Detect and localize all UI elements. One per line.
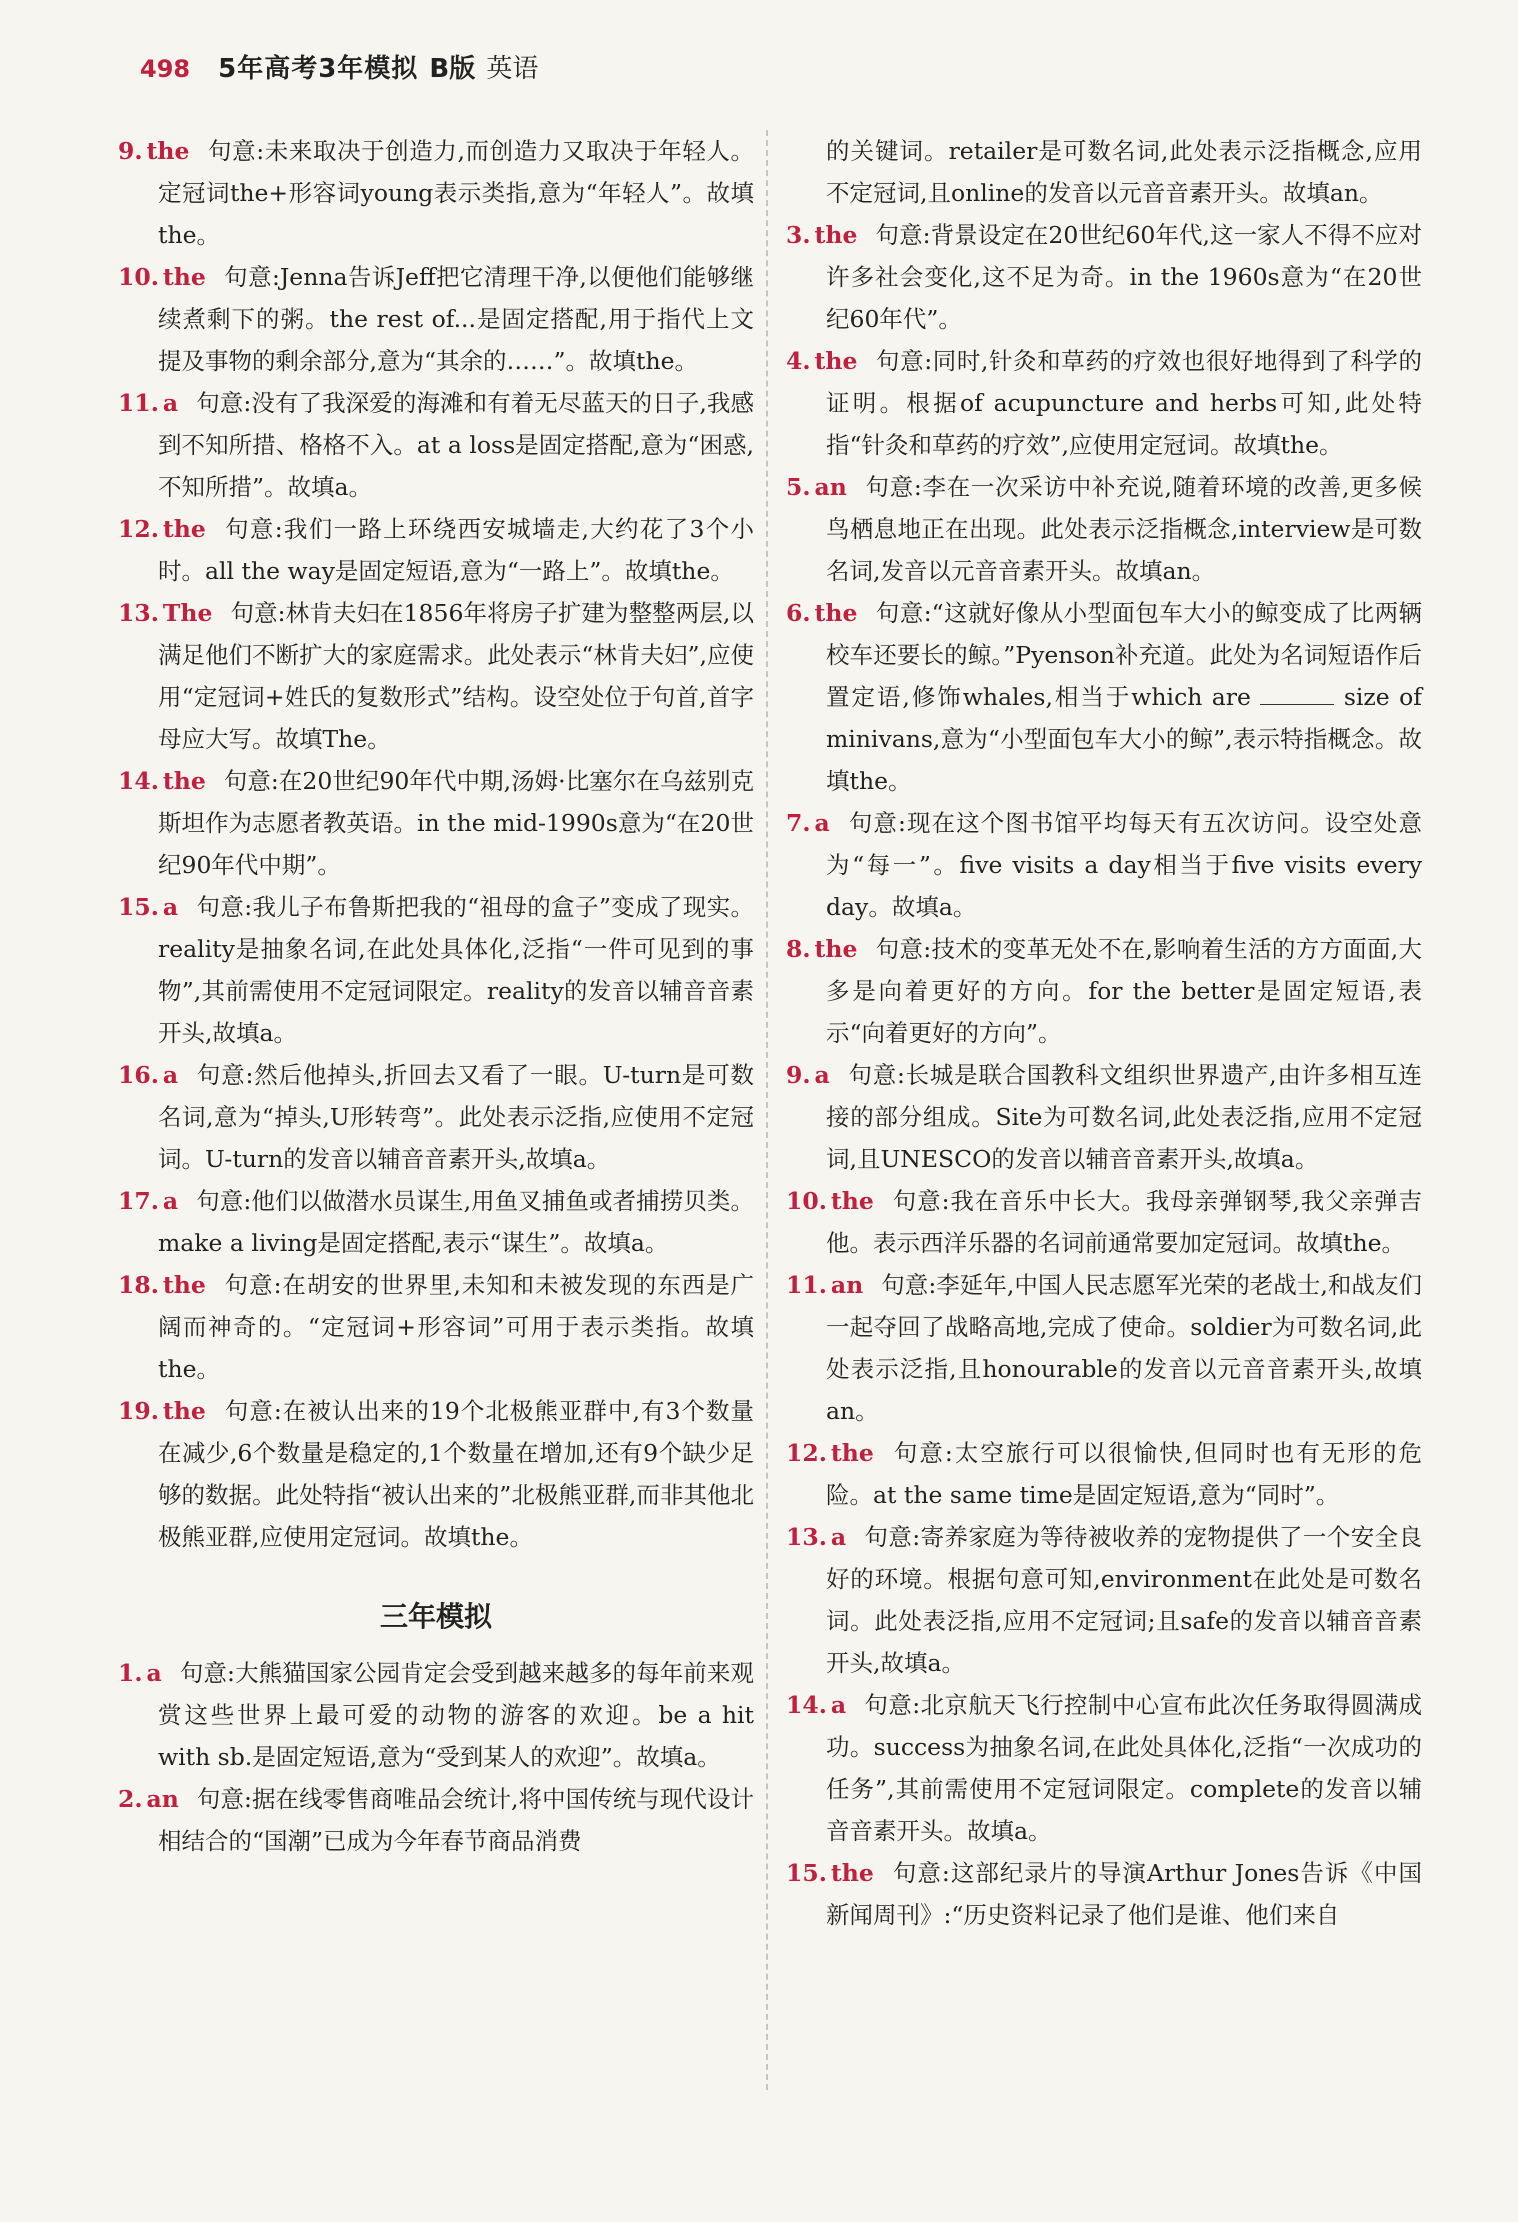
item-explanation: 句意:Jenna告诉Jeff把它清理干净,以便他们能够继续煮剩下的粥。the rest of...是固定搭配,用于指代上文提及事物的剩余部分,意为“其余的……”。故填the。 <box>158 263 754 375</box>
answer-item <box>786 1684 1422 1852</box>
item-explanation: 句意:技术的变革无处不在,影响着生活的方方面面,大多是向着更好的方向。for the better是固定短语,表示“向着更好的方向”。 <box>826 935 1422 1047</box>
item-explanation: 句意:长城是联合国教科文组织世界遗产,由许多相互连接的部分组成。Site为可数名词,此处表泛指,应用不定冠词,且UNESCO的发音以辅音音素开头,故填a。 <box>826 1061 1422 1173</box>
item-explanation: 句意:林肯夫妇在1856年将房子扩建为整整两层,以满足他们不断扩大的家庭需求。此处表示“林肯夫妇”,应使用“定冠词+姓氏的复数形式”结构。设空处位于句首,首字母应大写。故填The。 <box>158 599 754 753</box>
answer-item <box>118 1264 754 1390</box>
item-answer: The <box>162 599 213 627</box>
answer-item <box>786 1852 1422 1936</box>
answer-item <box>786 1180 1422 1264</box>
answer-item <box>118 1778 754 1862</box>
item-number: 7. <box>786 809 811 837</box>
item-answer: the <box>830 1439 874 1467</box>
answer-item <box>786 1264 1422 1432</box>
answer-item <box>118 382 754 508</box>
item-explanation: 句意:然后他掉头,折回去又看了一眼。U-turn是可数名词,意为“掉头,U形转弯”。此处表示泛指,应使用不定冠词。U-turn的发音以辅音音素开头,故填a。 <box>158 1061 754 1173</box>
item-number: 4. <box>786 347 811 375</box>
item-answer: an <box>830 1271 864 1299</box>
item-number: 10. <box>786 1187 827 1215</box>
item-explanation: 句意:现在这个图书馆平均每天有五次访问。设空处意为“每一”。five visits a day相当于five visits every day。故填a。 <box>826 809 1422 921</box>
answer-item <box>118 130 754 256</box>
column-divider <box>766 130 768 2090</box>
item-answer: a <box>162 1187 179 1215</box>
answer-item <box>118 760 754 886</box>
item-number: 3. <box>786 221 811 249</box>
item-answer: a <box>162 893 179 921</box>
item-answer: the <box>814 221 858 249</box>
item-answer: the <box>814 599 858 627</box>
answer-item <box>118 1180 754 1264</box>
item-explanation: 句意:在20世纪90年代中期,汤姆·比塞尔在乌兹别克斯坦作为志愿者教英语。in the mid-1990s意为“在20世纪90年代中期”。 <box>158 767 754 879</box>
item-explanation: 句意:太空旅行可以很愉快,但同时也有无形的危险。at the same time是固定短语,意为“同时”。 <box>826 1439 1422 1509</box>
item-explanation: 句意:李延年,中国人民志愿军光荣的老战士,和战友们一起夺回了战略高地,完成了使命。soldier为可数名词,此处表示泛指,且honourable的发音以元音音素开头,故填an。 <box>826 1271 1422 1425</box>
item-explanation: 句意:同时,针灸和草药的疗效也很好地得到了科学的证明。根据of acupuncture and herbs可知,此处特指“针灸和草药的疗效”,应使用定冠词。故填the。 <box>826 347 1422 459</box>
item-answer: the <box>162 1271 206 1299</box>
answer-item <box>118 592 754 760</box>
item-number: 9. <box>786 1061 811 1089</box>
item-number: 1. <box>118 1659 143 1687</box>
item-number: 2. <box>118 1785 143 1813</box>
item-number: 16. <box>118 1061 159 1089</box>
answer-item <box>118 886 754 1054</box>
item-explanation: 句意:大熊猫国家公园肯定会受到越来越多的每年前来观赏这些世界上最可爱的动物的游客的欢迎。be a hit with sb.是固定短语,意为“受到某人的欢迎”。故填a。 <box>158 1659 754 1771</box>
item-number: 17. <box>118 1187 159 1215</box>
item-continuation <box>786 130 1422 214</box>
item-number: 12. <box>118 515 159 543</box>
answer-item <box>118 1054 754 1180</box>
item-answer: the <box>814 935 858 963</box>
item-number: 12. <box>786 1439 827 1467</box>
item-answer: a <box>814 1061 830 1089</box>
answer-item <box>118 256 754 382</box>
book-title: 5年高考3年模拟 <box>218 54 419 84</box>
answer-item <box>786 802 1422 928</box>
item-explanation: 句意:北京航天飞行控制中心宣布此次任务取得圆满成功。success为抽象名词,在此处具体化,泛指“一次成功的任务”,其前需使用不定冠词限定。complete的发音以辅音音素开头。故填a。 <box>826 1691 1422 1845</box>
item-explanation: 句意:在被认出来的19个北极熊亚群中,有3个数量在减少,6个数量是稳定的,1个数量在增加,还有9个缺少足够的数据。此处特指“被认出来的”北极熊亚群,而非其他北极熊亚群,应使用定冠词。故填the。 <box>158 1397 754 1551</box>
answer-item <box>118 1652 754 1778</box>
item-number: 13. <box>786 1523 827 1551</box>
answer-item <box>118 508 754 592</box>
item-explanation: 句意:在胡安的世界里,未知和未被发现的东西是广阔而神奇的。“定冠词+形容词”可用于表示类指。故填the。 <box>158 1271 754 1383</box>
item-number: 8. <box>786 935 811 963</box>
item-answer: the <box>146 137 190 165</box>
item-explanation: 句意:他们以做潜水员谋生,用鱼叉捕鱼或者捕捞贝类。make a living是固定搭配,表示“谋生”。故填a。 <box>158 1187 754 1257</box>
item-answer: a <box>146 1659 162 1687</box>
item-answer: an <box>146 1785 179 1813</box>
item-number: 18. <box>118 1271 159 1299</box>
item-number: 11. <box>786 1271 827 1299</box>
item-answer: the <box>162 767 206 795</box>
answer-item <box>786 340 1422 466</box>
page-number: 498 <box>140 55 191 83</box>
item-number: 14. <box>786 1691 827 1719</box>
answer-item <box>786 1054 1422 1180</box>
item-number: 15. <box>786 1859 827 1887</box>
item-explanation: 句意:“这就好像从小型面包车大小的鲸变成了比两辆校车还要长的鲸。”Pyenson补充道。此处为名词短语作后置定语,修饰whales,相当于which are <box>826 599 1422 711</box>
answer-item <box>118 1390 754 1558</box>
item-number: 13. <box>118 599 159 627</box>
item-explanation: 句意:李在一次采访中补充说,随着环境的改善,更多候鸟栖息地正在出现。此处表示泛指概念,interview是可数名词,发音以元音音素开头。故填an。 <box>826 473 1422 585</box>
item-number: 19. <box>118 1397 159 1425</box>
item-explanation: 句意:据在线零售商唯品会统计,将中国传统与现代设计相结合的“国潮”已成为今年春节商品消费 <box>158 1785 754 1855</box>
left-column <box>118 130 754 1862</box>
book-edition: B版 <box>429 54 476 84</box>
page-header <box>140 48 538 85</box>
item-explanation-cont: size of minivans,意为“小型面包车大小的鲸”,表示特指概念。故填the。 <box>826 683 1422 795</box>
item-number: 14. <box>118 767 159 795</box>
answer-item <box>786 466 1422 592</box>
item-explanation: 句意:我们一路上环绕西安城墙走,大约花了3个小时。all the way是固定短语,意为“一路上”。故填the。 <box>158 515 754 585</box>
item-explanation: 的关键词。retailer是可数名词,此处表示泛指概念,应用不定冠词,且online的发音以元音音素开头。故填an。 <box>826 137 1422 207</box>
item-number: 6. <box>786 599 811 627</box>
item-answer: the <box>162 1397 206 1425</box>
item-number: 9. <box>118 137 143 165</box>
item-answer: an <box>814 473 847 501</box>
item-answer: a <box>830 1691 847 1719</box>
answer-item <box>786 592 1422 802</box>
item-explanation: 句意:这部纪录片的导演Arthur Jones告诉《中国新闻周刊》:“历史资料记录了他们是谁、他们来自 <box>826 1859 1422 1929</box>
answer-item <box>786 1516 1422 1684</box>
item-explanation: 句意:我在音乐中长大。我母亲弹钢琴,我父亲弹吉他。表示西洋乐器的名词前通常要加定冠词。故填the。 <box>826 1187 1422 1257</box>
answer-item <box>786 214 1422 340</box>
item-number: 5. <box>786 473 811 501</box>
item-explanation: 句意:未来取决于创造力,而创造力又取决于年轻人。定冠词the+形容词young表示类指,意为“年轻人”。故填the。 <box>158 137 754 249</box>
item-explanation: 句意:没有了我深爱的海滩和有着无尽蓝天的日子,我感到不知所措、格格不入。at a loss是固定搭配,意为“困惑,不知所措”。故填a。 <box>158 389 754 501</box>
item-explanation: 句意:背景设定在20世纪60年代,这一家人不得不应对许多社会变化,这不足为奇。in the 1960s意为“在20世纪60年代”。 <box>826 221 1422 333</box>
answer-item <box>786 928 1422 1054</box>
item-answer: a <box>814 809 830 837</box>
book-subject: 英语 <box>486 54 539 84</box>
item-answer: the <box>162 263 206 291</box>
item-answer: a <box>162 1061 179 1089</box>
item-number: 10. <box>118 263 159 291</box>
item-answer: a <box>830 1523 847 1551</box>
item-answer: the <box>830 1859 874 1887</box>
item-explanation: 句意:我儿子布鲁斯把我的“祖母的盒子”变成了现实。reality是抽象名词,在此处具体化,泛指“一件可见到的事物”,其前需使用不定冠词限定。reality的发音以辅音音素开头,故填a。 <box>158 893 754 1047</box>
fill-blank <box>1260 684 1334 705</box>
item-answer: the <box>814 347 858 375</box>
item-number: 11. <box>118 389 159 417</box>
item-answer: a <box>162 389 179 417</box>
right-column <box>786 130 1422 1936</box>
item-answer: the <box>830 1187 874 1215</box>
book-title-group <box>218 48 538 85</box>
item-explanation: 句意:寄养家庭为等待被收养的宠物提供了一个安全良好的环境。根据句意可知,environment在此处是可数名词。此处表泛指,应用不定冠词;且safe的发音以辅音音素开头,故填a。 <box>826 1523 1422 1677</box>
item-answer: the <box>162 515 206 543</box>
section-heading: 三年模拟 <box>379 1600 492 1633</box>
answer-item <box>786 1432 1422 1516</box>
item-number: 15. <box>118 893 159 921</box>
